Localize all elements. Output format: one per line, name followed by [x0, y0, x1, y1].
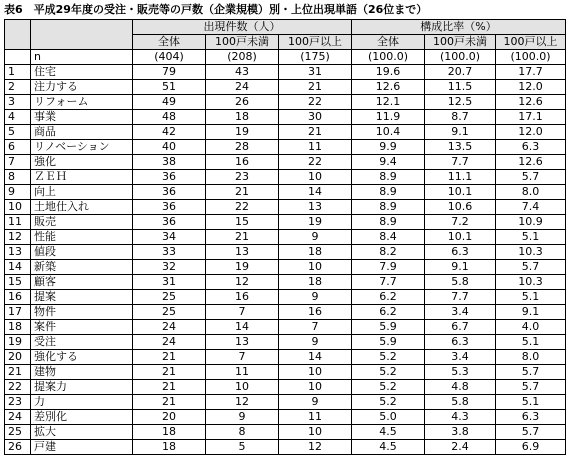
value-cell: 14 — [206, 320, 279, 335]
rank-cell: 5 — [5, 125, 31, 140]
value-cell: 5.8 — [425, 395, 496, 410]
value-cell: 6.2 — [352, 290, 425, 305]
value-cell: 25 — [133, 290, 206, 305]
value-cell: 11.5 — [425, 80, 496, 95]
value-cell: 10.6 — [425, 200, 496, 215]
value-cell: 51 — [133, 80, 206, 95]
table-row — [5, 275, 566, 290]
value-cell: 10 — [279, 380, 352, 395]
value-cell: 5.1 — [496, 230, 566, 245]
value-cell: 10.4 — [352, 125, 425, 140]
word-cell: 拡大 — [31, 425, 133, 440]
value-cell: 48 — [133, 110, 206, 125]
value-cell: 16 — [279, 305, 352, 320]
table-row — [5, 365, 566, 380]
word-cell: 事業 — [31, 110, 133, 125]
rank-cell: 12 — [5, 230, 31, 245]
value-cell: 5.0 — [352, 410, 425, 425]
word-cell: 提案 — [31, 290, 133, 305]
value-cell: 36 — [133, 170, 206, 185]
word-cell: リフォーム — [31, 95, 133, 110]
value-cell: 16 — [206, 155, 279, 170]
value-cell: 8.9 — [352, 200, 425, 215]
rank-cell: 10 — [5, 200, 31, 215]
word-cell: 力 — [31, 395, 133, 410]
value-cell: 5.9 — [352, 320, 425, 335]
value-cell: 22 — [279, 155, 352, 170]
word-cell: 強化する — [31, 350, 133, 365]
table-row — [5, 200, 566, 215]
value-cell: 10.3 — [496, 275, 566, 290]
value-cell: 5.2 — [352, 395, 425, 410]
rank-cell: 15 — [5, 275, 31, 290]
value-cell: 38 — [133, 155, 206, 170]
word-cell: 案件 — [31, 320, 133, 335]
value-cell: 3.4 — [425, 350, 496, 365]
value-cell: 34 — [133, 230, 206, 245]
value-cell: 4.5 — [352, 440, 425, 455]
value-cell: 2.4 — [425, 440, 496, 455]
word-cell: 住宅 — [31, 65, 133, 80]
value-cell: 5.2 — [352, 350, 425, 365]
value-cell: 79 — [133, 65, 206, 80]
rank-cell: 18 — [5, 320, 31, 335]
value-cell: 6.7 — [425, 320, 496, 335]
value-cell: 5.2 — [352, 365, 425, 380]
value-cell: 8.0 — [496, 350, 566, 365]
value-cell: 9 — [279, 290, 352, 305]
rank-cell: 19 — [5, 335, 31, 350]
word-cell: 新築 — [31, 260, 133, 275]
rank-cell: 24 — [5, 410, 31, 425]
rank-cell: 7 — [5, 155, 31, 170]
value-cell: 31 — [279, 65, 352, 80]
table-row — [5, 245, 566, 260]
value-cell: 5.8 — [425, 275, 496, 290]
value-cell: 14 — [279, 350, 352, 365]
value-cell: 7 — [206, 350, 279, 365]
value-cell: 19 — [206, 260, 279, 275]
value-cell: 10 — [206, 380, 279, 395]
value-cell: 7.7 — [425, 290, 496, 305]
rank-cell: 13 — [5, 245, 31, 260]
value-cell: 21 — [206, 185, 279, 200]
rank-cell: 1 — [5, 65, 31, 80]
value-cell: 5.7 — [496, 425, 566, 440]
header-count-under100: 100戸未満 — [206, 35, 279, 50]
value-cell: 7.7 — [352, 275, 425, 290]
table-row — [5, 350, 566, 365]
value-cell: 12.0 — [496, 80, 566, 95]
table-row — [5, 80, 566, 95]
word-cell: 顧客 — [31, 275, 133, 290]
word-cell: 注力する — [31, 80, 133, 95]
value-cell: 3.8 — [425, 425, 496, 440]
value-cell: 22 — [206, 200, 279, 215]
value-cell: 21 — [133, 380, 206, 395]
word-cell: 土地仕入れ — [31, 200, 133, 215]
table-title: 表6 平成29年度の受注・販売等の戸数（企業規模）別・上位出現単語（26位まで） — [4, 3, 428, 16]
n-value: (100.0) — [352, 50, 425, 65]
value-cell: 7.9 — [352, 260, 425, 275]
value-cell: 8.0 — [496, 185, 566, 200]
n-rank-cell — [5, 50, 31, 65]
value-cell: 18 — [279, 245, 352, 260]
value-cell: 4.8 — [425, 380, 496, 395]
value-cell: 12.5 — [425, 95, 496, 110]
value-cell: 19 — [206, 125, 279, 140]
value-cell: 18 — [206, 110, 279, 125]
value-cell: 20 — [133, 410, 206, 425]
rank-cell: 23 — [5, 395, 31, 410]
value-cell: 19 — [279, 215, 352, 230]
value-cell: 11 — [206, 365, 279, 380]
value-cell: 10.1 — [425, 185, 496, 200]
word-cell: 戸建 — [31, 440, 133, 455]
value-cell: 12.6 — [496, 95, 566, 110]
value-cell: 10 — [279, 170, 352, 185]
header-empty-word — [31, 20, 133, 50]
value-cell: 22 — [279, 95, 352, 110]
table-row — [5, 140, 566, 155]
header-empty-rank — [5, 20, 31, 50]
value-cell: 32 — [133, 260, 206, 275]
value-cell: 13 — [279, 200, 352, 215]
value-cell: 10.1 — [425, 230, 496, 245]
table-row — [5, 320, 566, 335]
table-row — [5, 215, 566, 230]
value-cell: 21 — [133, 395, 206, 410]
value-cell: 6.3 — [496, 140, 566, 155]
table-row — [5, 410, 566, 425]
word-cell: 差別化 — [31, 410, 133, 425]
header-ratio-under100: 100戸未満 — [425, 35, 496, 50]
value-cell: 13 — [206, 245, 279, 260]
value-cell: 10 — [279, 260, 352, 275]
value-cell: 12.6 — [352, 80, 425, 95]
value-cell: 21 — [206, 230, 279, 245]
table-row — [5, 95, 566, 110]
value-cell: 17.1 — [496, 110, 566, 125]
rank-cell: 20 — [5, 350, 31, 365]
value-cell: 9.4 — [352, 155, 425, 170]
value-cell: 26 — [206, 95, 279, 110]
rank-cell: 22 — [5, 380, 31, 395]
value-cell: 7 — [206, 305, 279, 320]
value-cell: 4.0 — [496, 320, 566, 335]
header-row-group — [5, 20, 566, 35]
value-cell: 6.2 — [352, 305, 425, 320]
value-cell: 13 — [206, 335, 279, 350]
rank-cell: 14 — [5, 260, 31, 275]
table-row — [5, 290, 566, 305]
rank-cell: 17 — [5, 305, 31, 320]
value-cell: 14 — [279, 185, 352, 200]
header-count-total: 全体 — [133, 35, 206, 50]
value-cell: 33 — [133, 245, 206, 260]
value-cell: 6.3 — [425, 335, 496, 350]
value-cell: 5.1 — [496, 290, 566, 305]
value-cell: 9 — [279, 395, 352, 410]
value-cell: 5.9 — [352, 335, 425, 350]
table-row — [5, 65, 566, 80]
value-cell: 8.4 — [352, 230, 425, 245]
table-row — [5, 305, 566, 320]
value-cell: 40 — [133, 140, 206, 155]
value-cell: 7.2 — [425, 215, 496, 230]
value-cell: 6.3 — [425, 245, 496, 260]
rank-cell: 16 — [5, 290, 31, 305]
word-cell: 性能 — [31, 230, 133, 245]
value-cell: 11 — [279, 140, 352, 155]
n-row — [5, 50, 566, 65]
value-cell: 18 — [279, 275, 352, 290]
rank-cell: 6 — [5, 140, 31, 155]
value-cell: 7.7 — [425, 155, 496, 170]
word-cell: 販売 — [31, 215, 133, 230]
table-row — [5, 110, 566, 125]
value-cell: 11 — [279, 410, 352, 425]
value-cell: 5.1 — [496, 335, 566, 350]
value-cell: 11.9 — [352, 110, 425, 125]
value-cell: 8.9 — [352, 185, 425, 200]
value-cell: 21 — [279, 80, 352, 95]
value-cell: 6.3 — [496, 410, 566, 425]
value-cell: 5.3 — [425, 365, 496, 380]
table-row — [5, 170, 566, 185]
header-count-over100: 100戸以上 — [279, 35, 352, 50]
value-cell: 24 — [133, 320, 206, 335]
value-cell: 12.6 — [496, 155, 566, 170]
rank-cell: 9 — [5, 185, 31, 200]
value-cell: 31 — [133, 275, 206, 290]
value-cell: 5.7 — [496, 380, 566, 395]
word-frequency-table — [4, 19, 566, 455]
n-label: n — [31, 50, 133, 65]
value-cell: 36 — [133, 200, 206, 215]
value-cell: 3.4 — [425, 305, 496, 320]
table-row — [5, 260, 566, 275]
table-row — [5, 425, 566, 440]
value-cell: 28 — [206, 140, 279, 155]
rank-cell: 4 — [5, 110, 31, 125]
value-cell: 9 — [206, 410, 279, 425]
value-cell: 20.7 — [425, 65, 496, 80]
table-row — [5, 335, 566, 350]
n-value: (404) — [133, 50, 206, 65]
table-row — [5, 125, 566, 140]
value-cell: 12 — [279, 440, 352, 455]
value-cell: 5 — [206, 440, 279, 455]
n-value: (175) — [279, 50, 352, 65]
word-cell: 値段 — [31, 245, 133, 260]
value-cell: 6.9 — [496, 440, 566, 455]
n-value: (208) — [206, 50, 279, 65]
value-cell: 36 — [133, 185, 206, 200]
value-cell: 5.1 — [496, 395, 566, 410]
rank-cell: 2 — [5, 80, 31, 95]
value-cell: 21 — [133, 365, 206, 380]
value-cell: 9.9 — [352, 140, 425, 155]
value-cell: 19.6 — [352, 65, 425, 80]
table-row — [5, 440, 566, 455]
value-cell: 4.3 — [425, 410, 496, 425]
n-value: (100.0) — [496, 50, 566, 65]
table-row — [5, 380, 566, 395]
word-cell: 提案力 — [31, 380, 133, 395]
value-cell: 12.1 — [352, 95, 425, 110]
n-value: (100.0) — [425, 50, 496, 65]
value-cell: 9.1 — [496, 305, 566, 320]
word-cell: ＺＥＨ — [31, 170, 133, 185]
value-cell: 16 — [206, 290, 279, 305]
value-cell: 21 — [133, 350, 206, 365]
value-cell: 5.7 — [496, 170, 566, 185]
value-cell: 42 — [133, 125, 206, 140]
value-cell: 5.7 — [496, 365, 566, 380]
word-cell: 商品 — [31, 125, 133, 140]
value-cell: 9.1 — [425, 125, 496, 140]
value-cell: 10 — [279, 365, 352, 380]
value-cell: 15 — [206, 215, 279, 230]
value-cell: 9 — [279, 230, 352, 245]
value-cell: 49 — [133, 95, 206, 110]
rank-cell: 8 — [5, 170, 31, 185]
table-row — [5, 155, 566, 170]
value-cell: 9 — [279, 335, 352, 350]
value-cell: 10.3 — [496, 245, 566, 260]
value-cell: 10.9 — [496, 215, 566, 230]
value-cell: 43 — [206, 65, 279, 80]
value-cell: 8.9 — [352, 215, 425, 230]
value-cell: 24 — [133, 335, 206, 350]
rank-cell: 11 — [5, 215, 31, 230]
value-cell: 8.7 — [425, 110, 496, 125]
value-cell: 25 — [133, 305, 206, 320]
value-cell: 13.5 — [425, 140, 496, 155]
rank-cell: 21 — [5, 365, 31, 380]
rank-cell: 25 — [5, 425, 31, 440]
header-ratio-group: 構成比率（%） — [352, 20, 566, 35]
table-row — [5, 395, 566, 410]
rank-cell: 3 — [5, 95, 31, 110]
value-cell: 4.5 — [352, 425, 425, 440]
value-cell: 11.1 — [425, 170, 496, 185]
table-row — [5, 230, 566, 245]
value-cell: 21 — [279, 125, 352, 140]
value-cell: 36 — [133, 215, 206, 230]
word-cell: 建物 — [31, 365, 133, 380]
value-cell: 18 — [133, 425, 206, 440]
word-cell: 受注 — [31, 335, 133, 350]
value-cell: 5.2 — [352, 380, 425, 395]
value-cell: 7.4 — [496, 200, 566, 215]
word-cell: 物件 — [31, 305, 133, 320]
word-cell: 向上 — [31, 185, 133, 200]
value-cell: 23 — [206, 170, 279, 185]
value-cell: 8.9 — [352, 170, 425, 185]
value-cell: 17.7 — [496, 65, 566, 80]
value-cell: 8 — [206, 425, 279, 440]
rank-cell: 26 — [5, 440, 31, 455]
header-count-group: 出現件数（人） — [133, 20, 352, 35]
value-cell: 12.0 — [496, 125, 566, 140]
word-cell: 強化 — [31, 155, 133, 170]
value-cell: 8.2 — [352, 245, 425, 260]
value-cell: 12 — [206, 275, 279, 290]
value-cell: 7 — [279, 320, 352, 335]
value-cell: 10 — [279, 425, 352, 440]
word-cell: リノベーション — [31, 140, 133, 155]
header-ratio-total: 全体 — [352, 35, 425, 50]
value-cell: 12 — [206, 395, 279, 410]
header-ratio-over100: 100戸以上 — [496, 35, 566, 50]
value-cell: 24 — [206, 80, 279, 95]
table-row — [5, 185, 566, 200]
value-cell: 18 — [133, 440, 206, 455]
value-cell: 30 — [279, 110, 352, 125]
value-cell: 5.7 — [496, 260, 566, 275]
value-cell: 9.1 — [425, 260, 496, 275]
